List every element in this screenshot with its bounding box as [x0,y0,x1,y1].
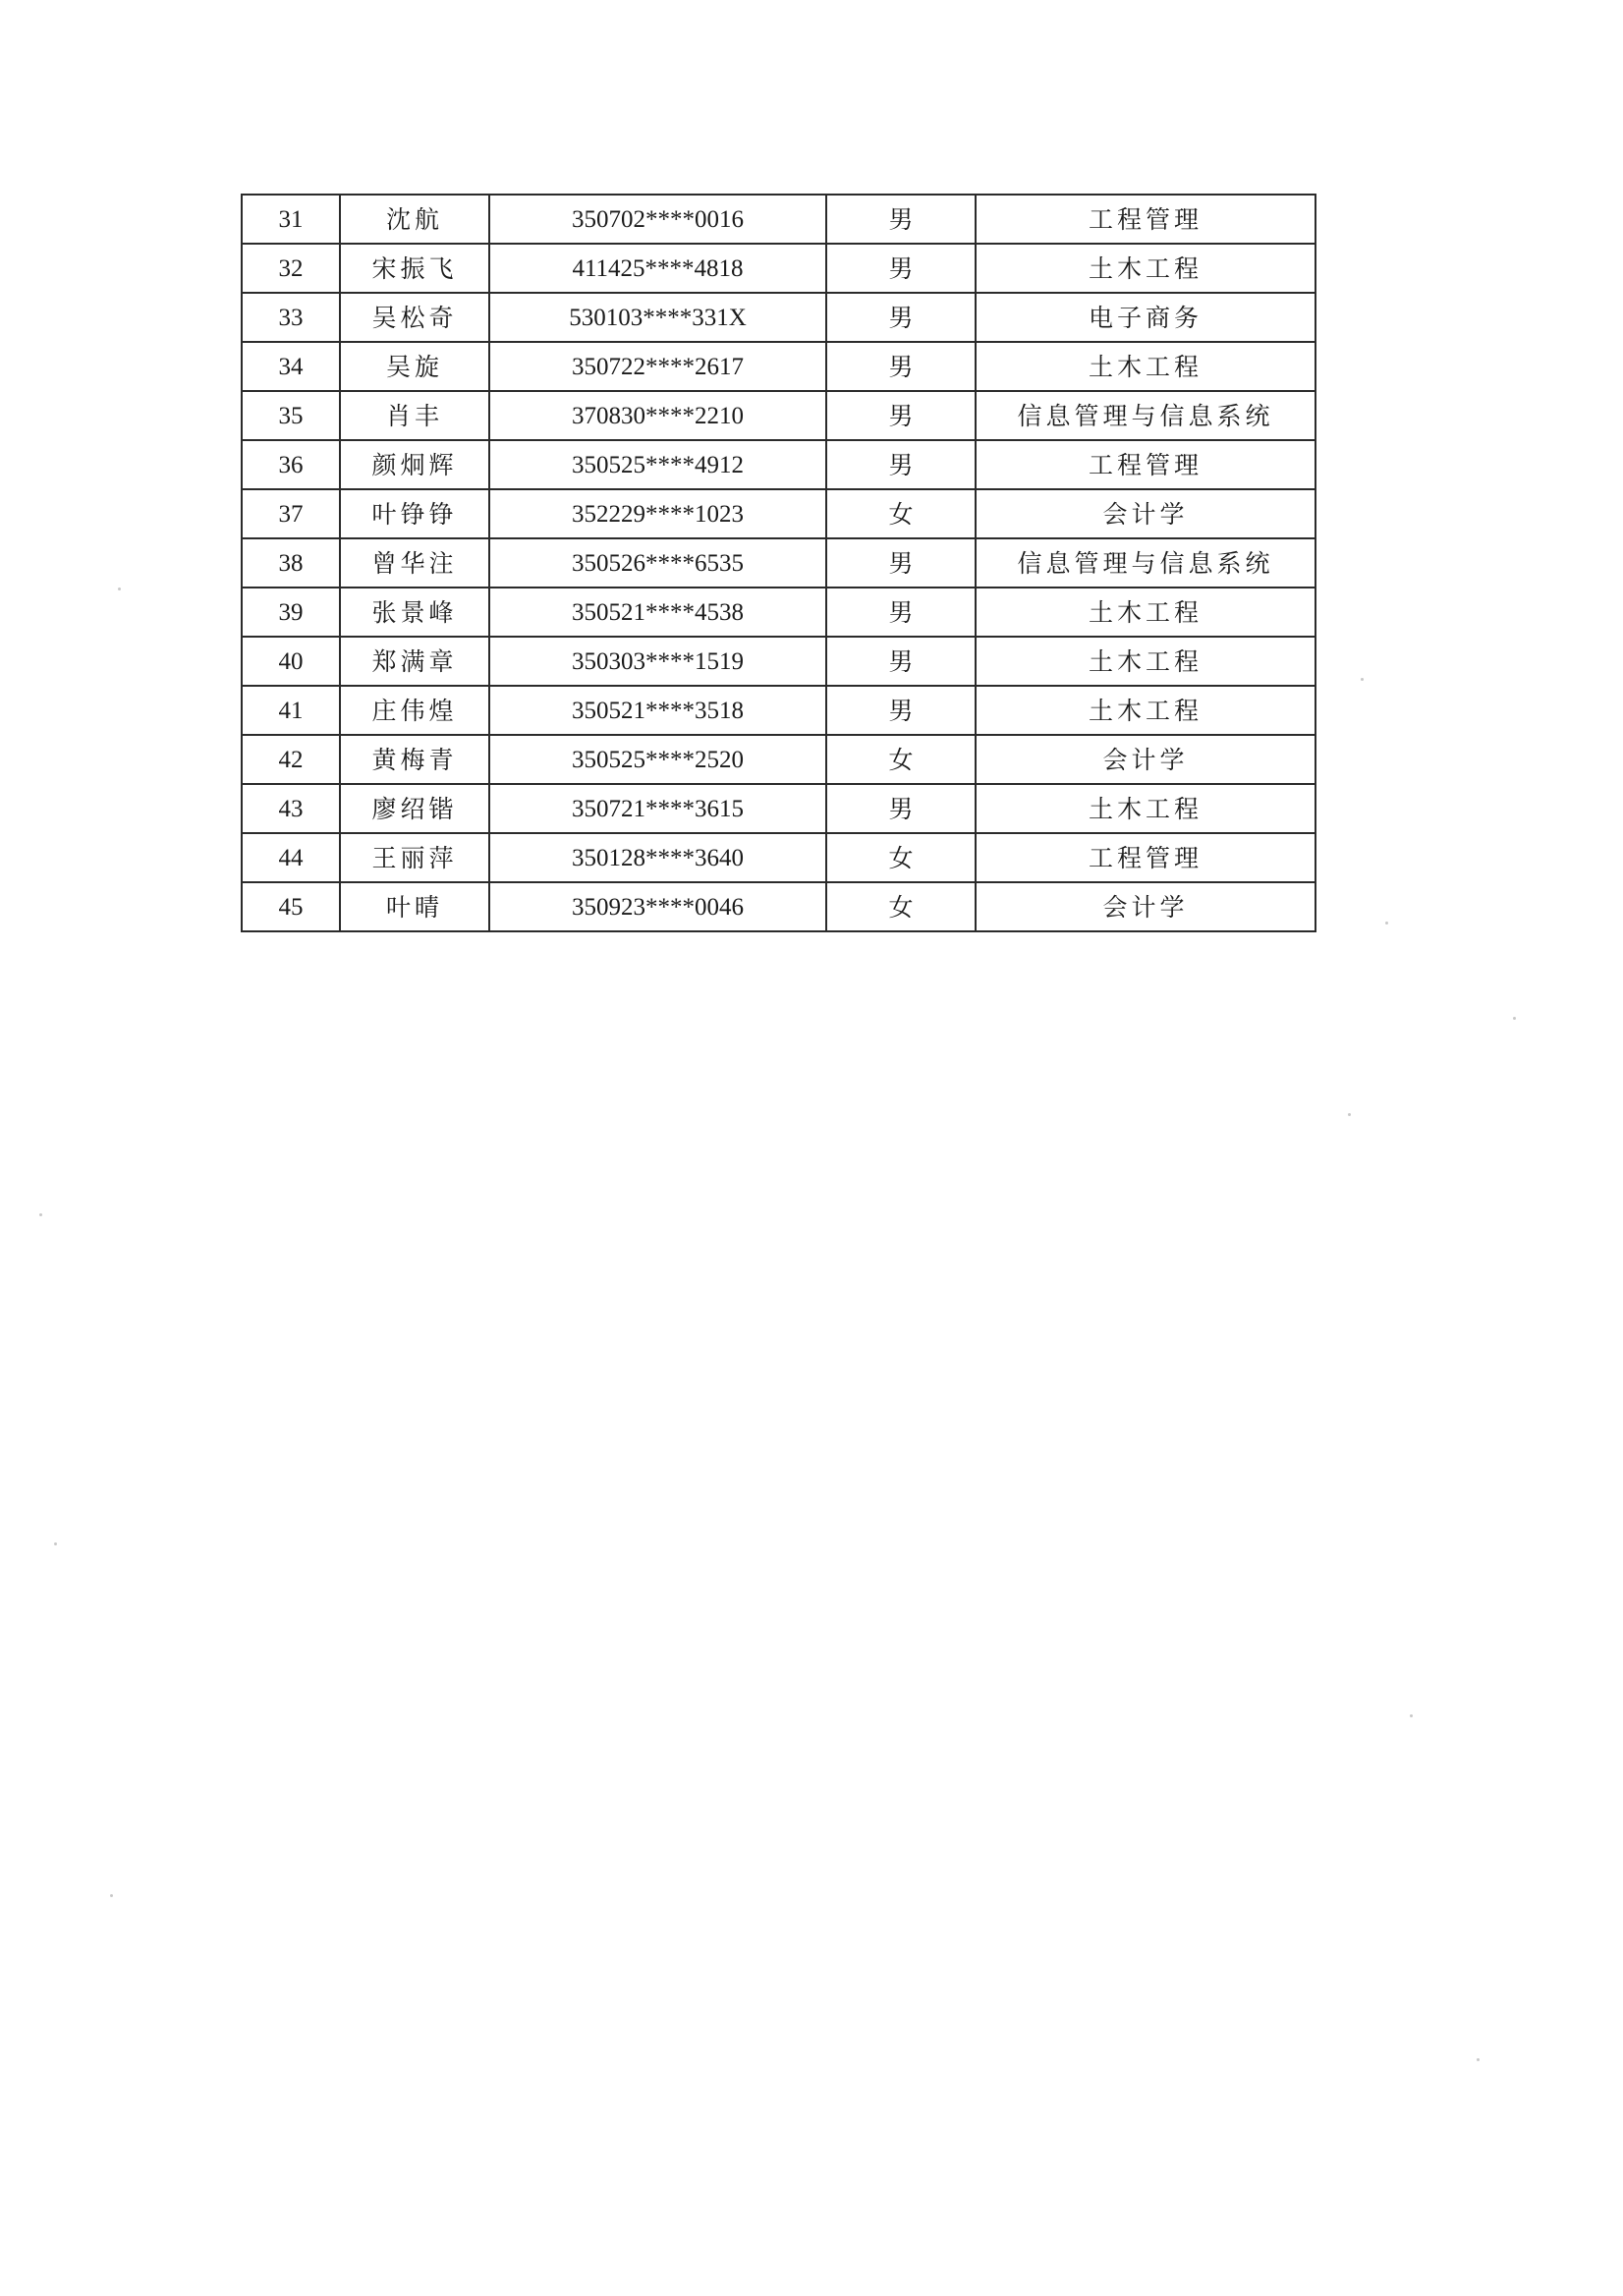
row-number: 32 [242,244,340,293]
person-name: 廖绍锴 [340,784,489,833]
id-number: 350128****3640 [489,833,826,882]
table-row [242,735,1315,784]
scan-speck [1361,678,1364,681]
person-name: 吴松奇 [340,293,489,342]
id-number: 350702****0016 [489,195,826,244]
person-name: 张景峰 [340,588,489,637]
table-row [242,244,1315,293]
row-number: 38 [242,538,340,588]
major: 信息管理与信息系统 [976,538,1315,588]
scan-speck [110,1894,113,1897]
id-number: 352229****1023 [489,489,826,538]
row-number: 37 [242,489,340,538]
row-number: 45 [242,882,340,931]
roster-table [241,194,1316,932]
row-number: 41 [242,686,340,735]
row-number: 42 [242,735,340,784]
gender: 男 [826,391,976,440]
row-number: 43 [242,784,340,833]
gender: 男 [826,538,976,588]
row-number: 35 [242,391,340,440]
major: 土木工程 [976,342,1315,391]
major: 土木工程 [976,588,1315,637]
id-number: 411425****4818 [489,244,826,293]
major: 会计学 [976,489,1315,538]
table-row [242,538,1315,588]
row-number: 33 [242,293,340,342]
scan-speck [1410,1714,1413,1717]
table-row [242,882,1315,931]
table-row [242,686,1315,735]
major: 土木工程 [976,784,1315,833]
major: 土木工程 [976,244,1315,293]
major: 工程管理 [976,440,1315,489]
person-name: 肖丰 [340,391,489,440]
major: 工程管理 [976,195,1315,244]
row-number: 34 [242,342,340,391]
table-row [242,195,1315,244]
id-number: 350526****6535 [489,538,826,588]
id-number: 350303****1519 [489,637,826,686]
major: 会计学 [976,882,1315,931]
row-number: 36 [242,440,340,489]
table-row [242,293,1315,342]
major: 会计学 [976,735,1315,784]
id-number: 350521****3518 [489,686,826,735]
scan-speck [1513,1017,1516,1020]
table-row [242,784,1315,833]
scan-speck [118,588,121,590]
id-number: 350721****3615 [489,784,826,833]
person-name: 郑满章 [340,637,489,686]
gender: 男 [826,637,976,686]
id-number: 350525****2520 [489,735,826,784]
table-row [242,440,1315,489]
scan-speck [1477,2058,1480,2061]
gender: 男 [826,293,976,342]
major: 信息管理与信息系统 [976,391,1315,440]
table-row [242,489,1315,538]
gender: 男 [826,195,976,244]
scan-speck [54,1542,57,1545]
row-number: 39 [242,588,340,637]
id-number: 350525****4912 [489,440,826,489]
id-number: 350521****4538 [489,588,826,637]
table-row [242,391,1315,440]
person-name: 颜炯辉 [340,440,489,489]
major: 土木工程 [976,637,1315,686]
gender: 女 [826,735,976,784]
gender: 女 [826,833,976,882]
person-name: 曾华注 [340,538,489,588]
major: 工程管理 [976,833,1315,882]
scan-speck [1348,1113,1351,1116]
row-number: 44 [242,833,340,882]
gender: 女 [826,489,976,538]
gender: 女 [826,882,976,931]
person-name: 叶铮铮 [340,489,489,538]
person-name: 宋振飞 [340,244,489,293]
person-name: 王丽萍 [340,833,489,882]
id-number: 370830****2210 [489,391,826,440]
table-row [242,588,1315,637]
gender: 男 [826,440,976,489]
person-name: 沈航 [340,195,489,244]
scan-speck [1385,922,1388,924]
person-name: 吴旋 [340,342,489,391]
id-number: 530103****331X [489,293,826,342]
gender: 男 [826,686,976,735]
gender: 男 [826,342,976,391]
gender: 男 [826,588,976,637]
row-number: 40 [242,637,340,686]
row-number: 31 [242,195,340,244]
id-number: 350722****2617 [489,342,826,391]
major: 电子商务 [976,293,1315,342]
table-row [242,833,1315,882]
table-row [242,342,1315,391]
person-name: 叶晴 [340,882,489,931]
id-number: 350923****0046 [489,882,826,931]
person-name: 黄梅青 [340,735,489,784]
person-name: 庄伟煌 [340,686,489,735]
gender: 男 [826,244,976,293]
scan-speck [39,1213,42,1216]
table-row [242,637,1315,686]
major: 土木工程 [976,686,1315,735]
gender: 男 [826,784,976,833]
